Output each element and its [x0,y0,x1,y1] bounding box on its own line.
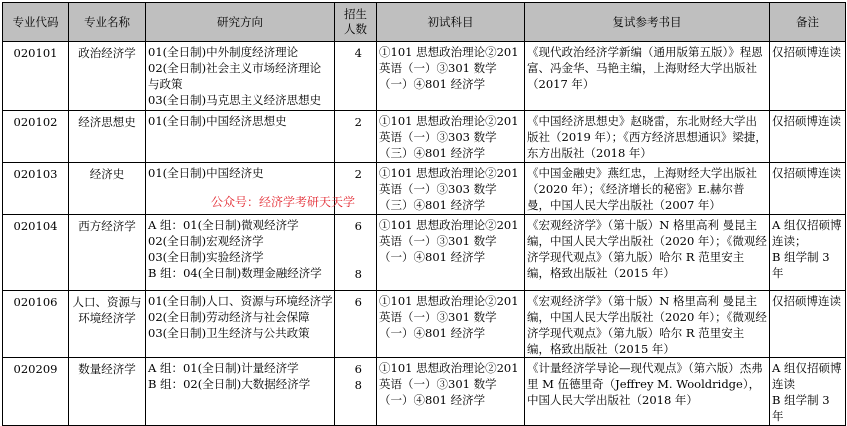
major-code: 020209 [3,358,69,426]
header-code: 专业代码 [3,3,69,42]
table-row [3,163,846,215]
exam-subjects [377,42,525,111]
enrollment-quota [335,42,377,111]
exam-subjects [377,111,525,163]
exam-text: ①101 思想政治理论②201英语（一）③303 数学（三）④801 经济学 [379,166,519,212]
table-row [3,111,846,163]
quota-value: 8 [354,378,362,392]
direction-item: 03(全日制)实验经济学 [148,250,264,264]
quota-value: 6 [354,219,362,233]
direction-item: 01(全日制)中国经济史 [148,166,264,180]
research-direction [146,111,335,163]
header-direction: 研究方向 [146,3,335,42]
direction-item: 01(全日制)中外制度经济理论 [148,45,299,59]
exam-text: ①101 思想政治理论②201英语（一）③301 数学（一）④801 经济学 [379,361,519,407]
watermark-text: 公众号：经济学考研天天学 [211,195,356,209]
research-direction [146,358,335,426]
major-code: 020106 [3,291,69,358]
quota-value: 8 [354,267,362,281]
exam-text: ①101 思想政治理论②201英语（一）③301 数学（一）④801 经济学 [379,45,519,91]
enrollment-quota [335,111,377,163]
research-direction [146,42,335,111]
quota-value: 2 [354,115,362,129]
major-name: 西方经济学 [69,215,146,291]
major-code: 020104 [3,215,69,291]
exam-subjects [377,291,525,358]
reference-books: 《计量经济学导论—现代观点》（第六版）杰弗里 M 伍德里奇（Jeffrey M. Wooldridge），中国人民大学出版社（2018 年） [525,358,770,426]
exam-text: ①101 思想政治理论②201英语（一）③303 数学（三）④801 经济学 [379,114,519,160]
research-direction [146,215,335,291]
reference-books: 《宏观经济学》（第十版）N 格里高利 曼昆主编，中国人民大学出版社（2020 年）；《微观经济学现代观点》（第九版）哈尔 R 范里安主编，格致出版社（2015 年） [525,215,770,291]
direction-item: B 组：04(全日制)数理金融经济学 [148,266,322,280]
direction-item: 03(全日制)卫生经济与公共政策 [148,326,310,340]
major-name: 政治经济学 [69,42,146,111]
direction-item: A 组：01(全日制)微观经济学 [148,218,299,232]
note-line: B 组学制 3 年 [772,250,830,280]
header-note: 备注 [770,3,846,42]
admissions-table [2,2,846,426]
note [770,215,846,291]
major-code: 020102 [3,111,69,163]
quota-value: 6 [354,362,362,376]
research-direction [146,291,335,358]
direction-item: 01(全日制)人口、资源与环境经济学 [148,294,333,308]
note-line: A 组仅招硕博连读； [772,218,842,248]
direction-item: B 组：02(全日制)大数据经济学 [148,377,311,391]
major-name: 经济史 [69,163,146,215]
exam-text: ①101 思想政治理论②201英语（一）③301 数学（一）④801 经济学 [379,294,519,340]
note [770,358,846,426]
note: 仅招硕博连读 [770,163,846,215]
direction-item: 03(全日制)马克思主义经济思想史 [148,93,322,107]
enrollment-quota [335,215,377,291]
direction-item: 01(全日制)中国经济思想史 [148,114,287,128]
reference-books: 《中国金融史》燕红忠，上海财经大学出版社（2020 年）；《经济增长的秘密》E.赫尔普曼，中国人民大学出版社（2007 年） [525,163,770,215]
quota-value: 6 [354,295,362,309]
header-row [3,3,846,42]
exam-subjects [377,358,525,426]
enrollment-quota [335,358,377,426]
major-name: 人口、资源与环境经济学 [69,291,146,358]
table-row [3,291,846,358]
direction-item: A 组：01(全日制)计量经济学 [148,361,299,375]
header-books: 复试参考书目 [525,3,770,42]
quota-value: 4 [354,46,362,60]
major-code: 020103 [3,163,69,215]
reference-books: 《宏观经济学》（第十版）N 格里高利 曼昆主编，中国人民大学出版社（2020 年）；《微观经济学现代观点》（第九版）哈尔 R 范里安主编，格致出版社（2015 年） [525,291,770,358]
note: 仅招硕博连读 [770,111,846,163]
reference-books: 《中国经济思想史》赵晓雷，东北财经大学出版社（2019 年）；《西方经济思想通识》梁捷，东方出版社（2018 年） [525,111,770,163]
direction-item: 02(全日制)宏观经济学 [148,234,264,248]
header-quota: 招生人数 [335,3,377,42]
note-line: B 组学制 3 年 [772,393,830,423]
reference-books: 《现代政治经济学新编（通用版第五版）》程恩富、冯金华、马艳主编，上海财经大学出版社（2017 年） [525,42,770,111]
header-exam: 初试科目 [377,3,525,42]
enrollment-quota [335,291,377,358]
header-major: 专业名称 [69,3,146,42]
note-line: A 组仅招硕博连读 [772,361,842,391]
major-name: 数量经济学 [69,358,146,426]
quota-value: 2 [354,167,362,181]
table-row [3,358,846,426]
note: 仅招硕博连读 [770,42,846,111]
major-code: 020101 [3,42,69,111]
exam-text: ①101 思想政治理论②201英语（一）③301 数学（一）④801 经济学 [379,218,519,264]
note: 仅招硕博连读 [770,291,846,358]
table-row [3,42,846,111]
exam-subjects [377,163,525,215]
exam-subjects [377,215,525,291]
table-row [3,215,846,291]
direction-item: 02(全日制)劳动经济与社会保障 [148,310,310,324]
major-name: 经济思想史 [69,111,146,163]
direction-item: 02(全日制)社会主义市场经济理论与政策 [148,61,322,91]
